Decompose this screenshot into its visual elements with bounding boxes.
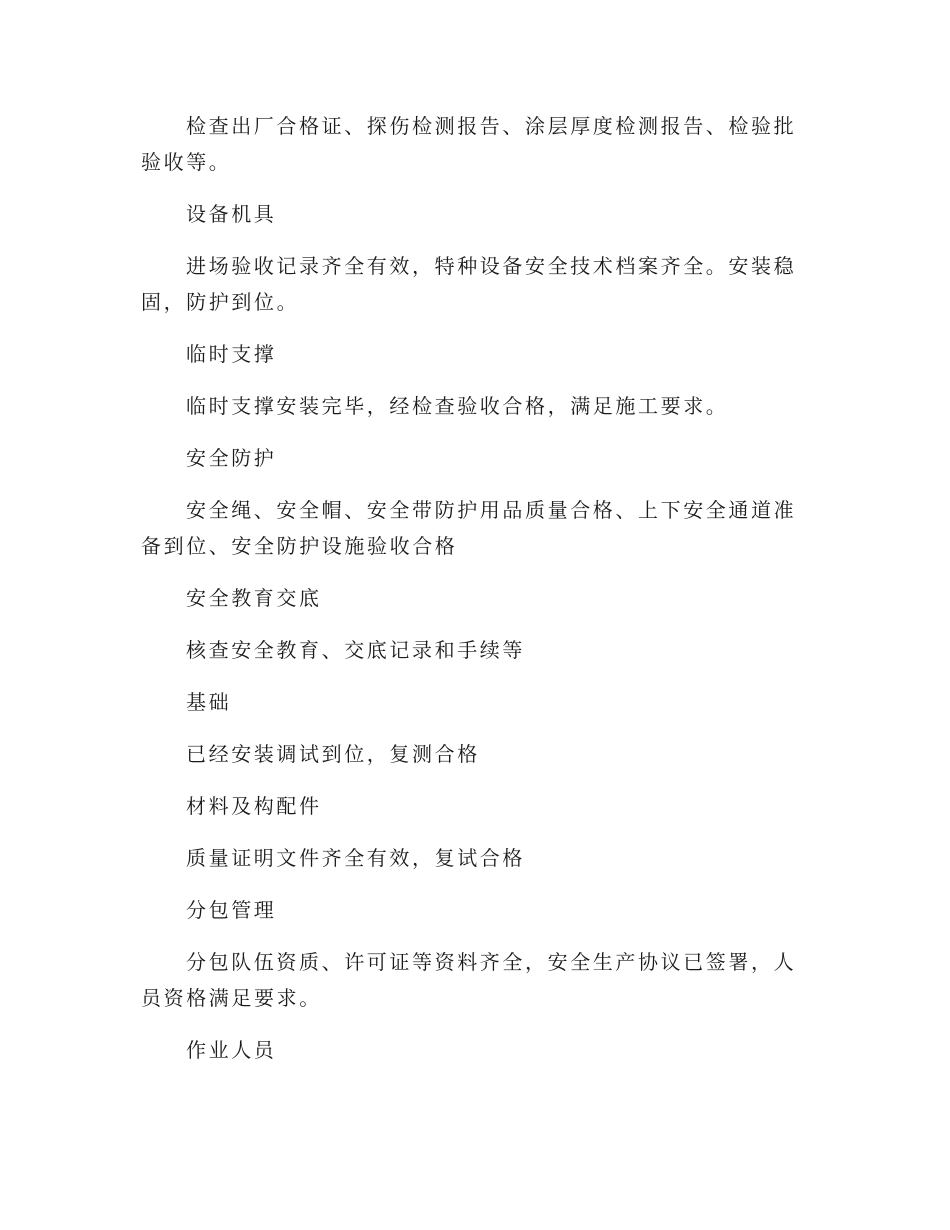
heading-operating-personnel: 作业人员: [186, 1038, 277, 1062]
heading-subcontract-management: 分包管理: [186, 898, 277, 922]
paragraph-subcontract-management: 分包队伍资质、许可证等资料齐全，安全生产协议已签署，人员资格满足要求。: [141, 950, 797, 1010]
paragraph-safety-education: 核查安全教育、交底记录和手续等: [186, 638, 525, 662]
heading-materials-components: 材料及构配件: [186, 794, 322, 818]
heading-temporary-support: 临时支撑: [186, 342, 277, 366]
paragraph-safety-protection: 安全绳、安全帽、安全带防护用品质量合格、上下安全通道准备到位、安全防护设施验收合格: [141, 498, 797, 558]
paragraph-inspection-documents: 检查出厂合格证、探伤检测报告、涂层厚度检测报告、检验批验收等。: [141, 114, 797, 174]
paragraph-materials-components: 质量证明文件齐全有效，复试合格: [186, 846, 525, 870]
heading-safety-protection: 安全防护: [186, 446, 277, 470]
heading-equipment-machinery: 设备机具: [186, 202, 277, 226]
heading-foundation: 基础: [186, 690, 232, 714]
paragraph-temporary-support: 临时支撑安装完毕，经检查验收合格，满足施工要求。: [186, 394, 729, 418]
heading-safety-education: 安全教育交底: [186, 586, 322, 610]
paragraph-equipment-machinery: 进场验收记录齐全有效，特种设备安全技术档案齐全。安装稳固，防护到位。: [141, 254, 797, 314]
document-body: [141, 108, 801, 1084]
paragraph-foundation: 已经安装调试到位，复测合格: [186, 742, 480, 766]
